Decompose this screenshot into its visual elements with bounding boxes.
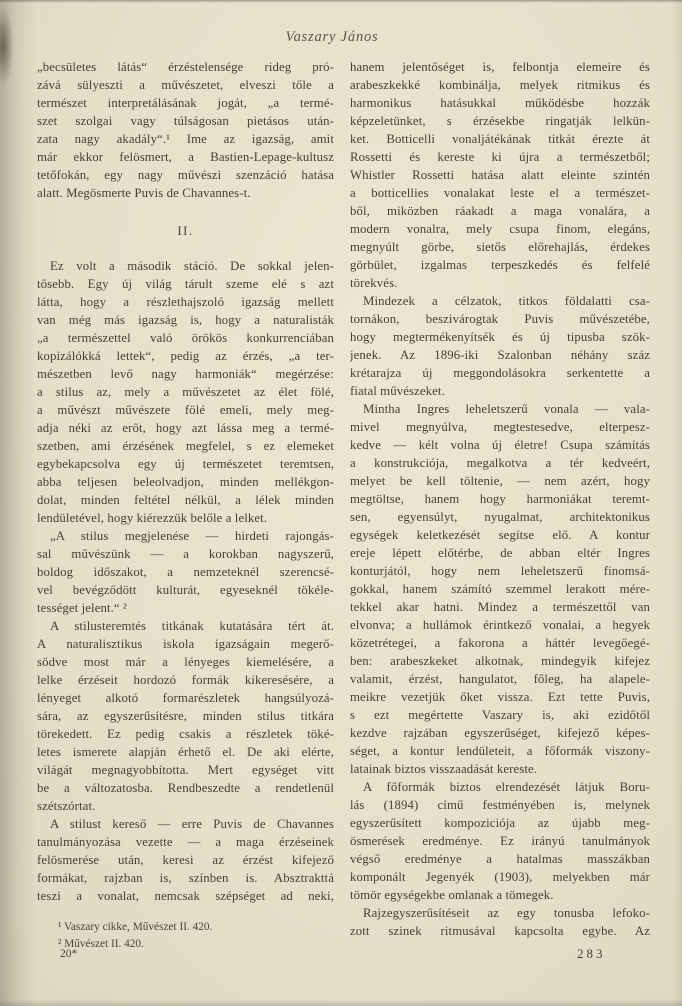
text-line: mészetben levő nagy harmoniák“ megérzése:: [37, 367, 334, 381]
text-line: Whistler Rossetti hatása alatt eleinte szintén: [350, 168, 650, 182]
text-line: ből, miközben ráakadt a maga vonalára, a: [350, 204, 650, 218]
text-line: Rajzegyszerűsítéseit az egy tonusba lefoko-: [363, 906, 650, 920]
text-line: a botticellies vonalakat leste el a természet-: [350, 186, 650, 200]
text-line: lényeget alkotó formarészletek hangsúlyozá-: [37, 691, 334, 705]
text-line: elvonva; a hullámok érintkező vonalai, a hegyek: [350, 618, 650, 632]
text-line: A naturalisztikus iskola igazságain megerő-: [37, 637, 334, 651]
text-line: közetrétegei, a fakorona a háttér levegőegé-: [350, 636, 650, 650]
text-line: kezdve rajzában egyszerűséget, kifejező képes-: [350, 726, 650, 740]
text-line: egyszerűsített kompoziciója az újabb meg-: [350, 816, 650, 830]
text-line: törekvés.: [350, 276, 398, 290]
text-line: lás (1894) című festményében is, melynek: [350, 798, 650, 812]
text-line: melyet be kell töltenie, — nem azért, hogy: [350, 474, 650, 488]
text-line: egységek keletkezését segítse elő. A kontur: [350, 528, 650, 542]
paragraph: [37, 527, 334, 617]
text-line: zata nagy akadály“.¹ Ime az igazság, amit: [37, 132, 334, 146]
text-line: szetben, ami érzésének megfelel, s ez elemeket: [37, 439, 334, 453]
text-line: dolat, minden feltétel nélkül, a lélek minden: [37, 493, 334, 507]
text-line: harmonikus hatásukkal működésbe hozzák: [350, 96, 650, 110]
text-line: modern vonalra, mely csupa finom, elegáns,: [350, 222, 650, 236]
text-line: Mindezek a célzatok, titkos földalatti csa-: [363, 294, 650, 308]
text-line: a művészt művészete fölé emeli, mely meg-: [37, 403, 334, 417]
text-line: séget, a kontur lendületeit, a főformák viszony-: [350, 744, 650, 758]
text-line: konturjától, hogy nem leheletszerű finomsá-: [350, 564, 650, 578]
text-line: ket. Botticelli vonaljátékának titkát érezte át: [350, 132, 650, 146]
text-line: kopizálókká lettek“, pedig az érzés, „a ter-: [37, 349, 334, 363]
text-line: formákat, rajzban is, színben is. Absztrakttá: [37, 871, 334, 885]
paragraph: [350, 904, 650, 940]
text-line: valamit, érzést, hangulatot, főleg, ha alapele-: [350, 672, 650, 686]
right-column: [350, 58, 650, 940]
text-line: természet interpretálásának jogát, „a termé-: [37, 96, 334, 110]
scan-edge-shadow-top: [0, 0, 682, 3]
scan-edge-shadow-left: [0, 0, 36, 1006]
text-line: tősebb. Egy új világ tárult szeme elé s azt: [37, 277, 334, 291]
text-line: be a változatosba. Rendbeszedte a rendetlenül: [37, 781, 334, 795]
text-line: arabeszkekké kombinálja, melyek ritmikus és: [350, 78, 650, 92]
text-line: fiatal művészeket.: [350, 384, 445, 398]
text-line: felösmerése után, keresi az érzést kifejező: [37, 853, 334, 867]
text-line: görbület, izgalmas terpeszkedés és felfelé: [350, 258, 650, 272]
text-line: megtöltse, hanem hogy harmoniákat teremt-: [350, 492, 650, 506]
page-number: 283: [577, 946, 606, 961]
text-line: szétszórtat.: [37, 799, 96, 813]
text-line: világát megnagyobbította. Mert egységet vitt: [37, 763, 334, 777]
text-line: szet szolgai vagy túlságosan pietásos után-: [37, 114, 334, 128]
paragraph: [350, 292, 650, 400]
text-line: A stilusteremtés titkának kutatására tért át.: [50, 619, 334, 633]
text-line: hanem jelentőséget is, felbontja elemeire és: [350, 60, 650, 74]
running-header: Vaszary János: [285, 29, 379, 45]
text-line: látta, hogy a részlethajszoló igazság mellett: [37, 295, 334, 309]
paragraph: [350, 400, 650, 778]
text-line: boldog időszakot, a nemzeteknél szerencsé-: [37, 565, 334, 579]
text-line: végső eredménye a hatalmas masszákban: [350, 852, 650, 866]
text-line: lelke érzéseit hordozó formák kikeresésére, a: [37, 673, 334, 687]
signature-mark: 20*: [60, 948, 78, 960]
text-line: megnyúlt görbe, sietős előrehajlás, érdekes: [350, 240, 650, 254]
text-line: gokkal, hanem számító szemmel lerakott mére-: [350, 582, 650, 596]
text-line: ösmerések eredménye. Ez irányú tanulmányok: [350, 834, 650, 848]
text-line: zává sülyeszti a művészetet, elveszi tőle a: [37, 78, 334, 92]
text-line: sára, az egyszerűsítésre, minden stilus titkára: [37, 709, 334, 723]
text-line: vel bevégződött kulturát, egyeseknél tökéle-: [37, 583, 334, 597]
text-line: egybekapcsolva egy új természetet teremtsen,: [37, 457, 334, 471]
scan-edge-shadow-bottom: [0, 999, 682, 1006]
text-line: komponált Jegenyék (1903), melyekben már: [350, 870, 650, 884]
text-line: tanulmányozása vezette — a maga érzéseinek: [37, 835, 334, 849]
paragraph: [350, 778, 650, 904]
text-line: van még más igazság is, hogy a naturalisták: [37, 313, 334, 327]
text-line: adja néki az erőt, hogy azt lássa meg a termé-: [37, 421, 334, 435]
text-line: ereje lépett előtérbe, de abban eltér Ingres: [350, 546, 650, 560]
text-line: A főformák biztos elrendezését látjuk Boru-: [363, 780, 650, 794]
scan-edge-shadow-right: [672, 0, 682, 1006]
section-heading: [37, 222, 334, 240]
text-line: letes ismerete alapján érhető el. De aki elérte,: [37, 745, 334, 759]
text-line: tömör egységekbe omlanak a tömegek.: [350, 888, 554, 902]
text-line: tornákon, beszivárogtak Puvis művészetébe,: [350, 312, 650, 326]
text-line: ben: arabeszkeket alkotnak, mindegyik kifejez: [350, 654, 650, 668]
text-line: tetőfokán, egy nagy művészi szenzáció hatása: [37, 168, 334, 182]
text-line: Ez volt a második stáció. De sokkal jelen-: [50, 259, 334, 273]
text-line: Rossetti és kereste ki újra a természetből;: [350, 150, 650, 164]
text-line: tességet jelent.“ ²: [37, 601, 127, 615]
text-line: kedve — kélt volna új életre! Csupa számítás: [350, 438, 650, 452]
text-line: s ezt megértette Vaszary is, aki ezidőtől: [350, 708, 650, 722]
text-line: a stilus az, mely a művészetet az élet fölé,: [37, 385, 334, 399]
text-line: krétarajza új meggondolásokra serkentette a: [350, 366, 650, 380]
text-line: södve most már a lényeges kiemelésére, a: [37, 655, 334, 669]
text-line: hogy megtermékenyítsék és új tipusba szök-: [350, 330, 650, 344]
paragraph: [37, 257, 334, 527]
text-line: tekkel akar hatni. Mindez a természettől van: [350, 600, 650, 614]
text-line: Mintha Ingres leheletszerű vonala — vala-: [363, 402, 650, 416]
scan-corner-smudge: [0, 6, 14, 86]
footnote: ² Művészet II. 420.: [58, 938, 144, 950]
left-column: [37, 58, 334, 953]
text-line: „a természettel való örökös konkurrenciában: [37, 331, 334, 345]
text-line: A stilust kereső — erre Puvis de Chavannes: [50, 817, 334, 831]
text-line: mivel megnyúlva, megtestesedve, elterpesz-: [350, 420, 650, 434]
text-line: zott szinek ritmusával kapcsolta egybe. Az: [350, 924, 650, 938]
text-line: képzeletünket, s érzésekbe ringatják lelkün-: [350, 114, 650, 128]
text-line: lendületével, hogy kiérezzük belőle a lelket.: [37, 511, 268, 525]
text-line: „becsületes látás“ érzéstelensége rideg pró-: [37, 60, 334, 74]
text-line: abba teljesen beleolvadjon, minden mellékgon-: [37, 475, 334, 489]
text-line: már ekkor felösmert, a Bastien-Lepage-kultusz: [37, 150, 334, 164]
text-line: sal művészünk — a korokban nagyszerű,: [37, 547, 334, 561]
text-line: latainak biztos visszaadását kereste.: [350, 762, 538, 776]
text-line: törekedett. Ez pedig csakis a részletek töké-: [37, 727, 334, 741]
text-line: meikre vezetjük őket vissza. Ezt tette Puvis,: [350, 690, 650, 704]
paragraph: [37, 58, 334, 202]
text-line: a konstrukciója, megalkotva a tér kedveért,: [350, 456, 650, 470]
paragraph: [37, 815, 334, 905]
text-line: „A stilus megjelenése — hirdeti rajongás-: [50, 529, 334, 543]
paragraph: [350, 58, 650, 292]
text-line: alatt. Megösmerte Puvis de Chavannes-t.: [37, 186, 251, 200]
text-line: teszi a vonalat, nemcsak szépséget ad neki,: [37, 889, 334, 903]
footnotes: [37, 919, 334, 953]
text-line: II.: [177, 224, 194, 238]
paragraph: [37, 617, 334, 815]
text-line: sen, egyensúlyt, nyugalmat, architektonikus: [350, 510, 650, 524]
footnote: ¹ Vaszary cikke, Művészet II. 420.: [58, 921, 213, 933]
text-line: jenek. Az 1896-iki Szalonban néhány száz: [350, 348, 650, 362]
